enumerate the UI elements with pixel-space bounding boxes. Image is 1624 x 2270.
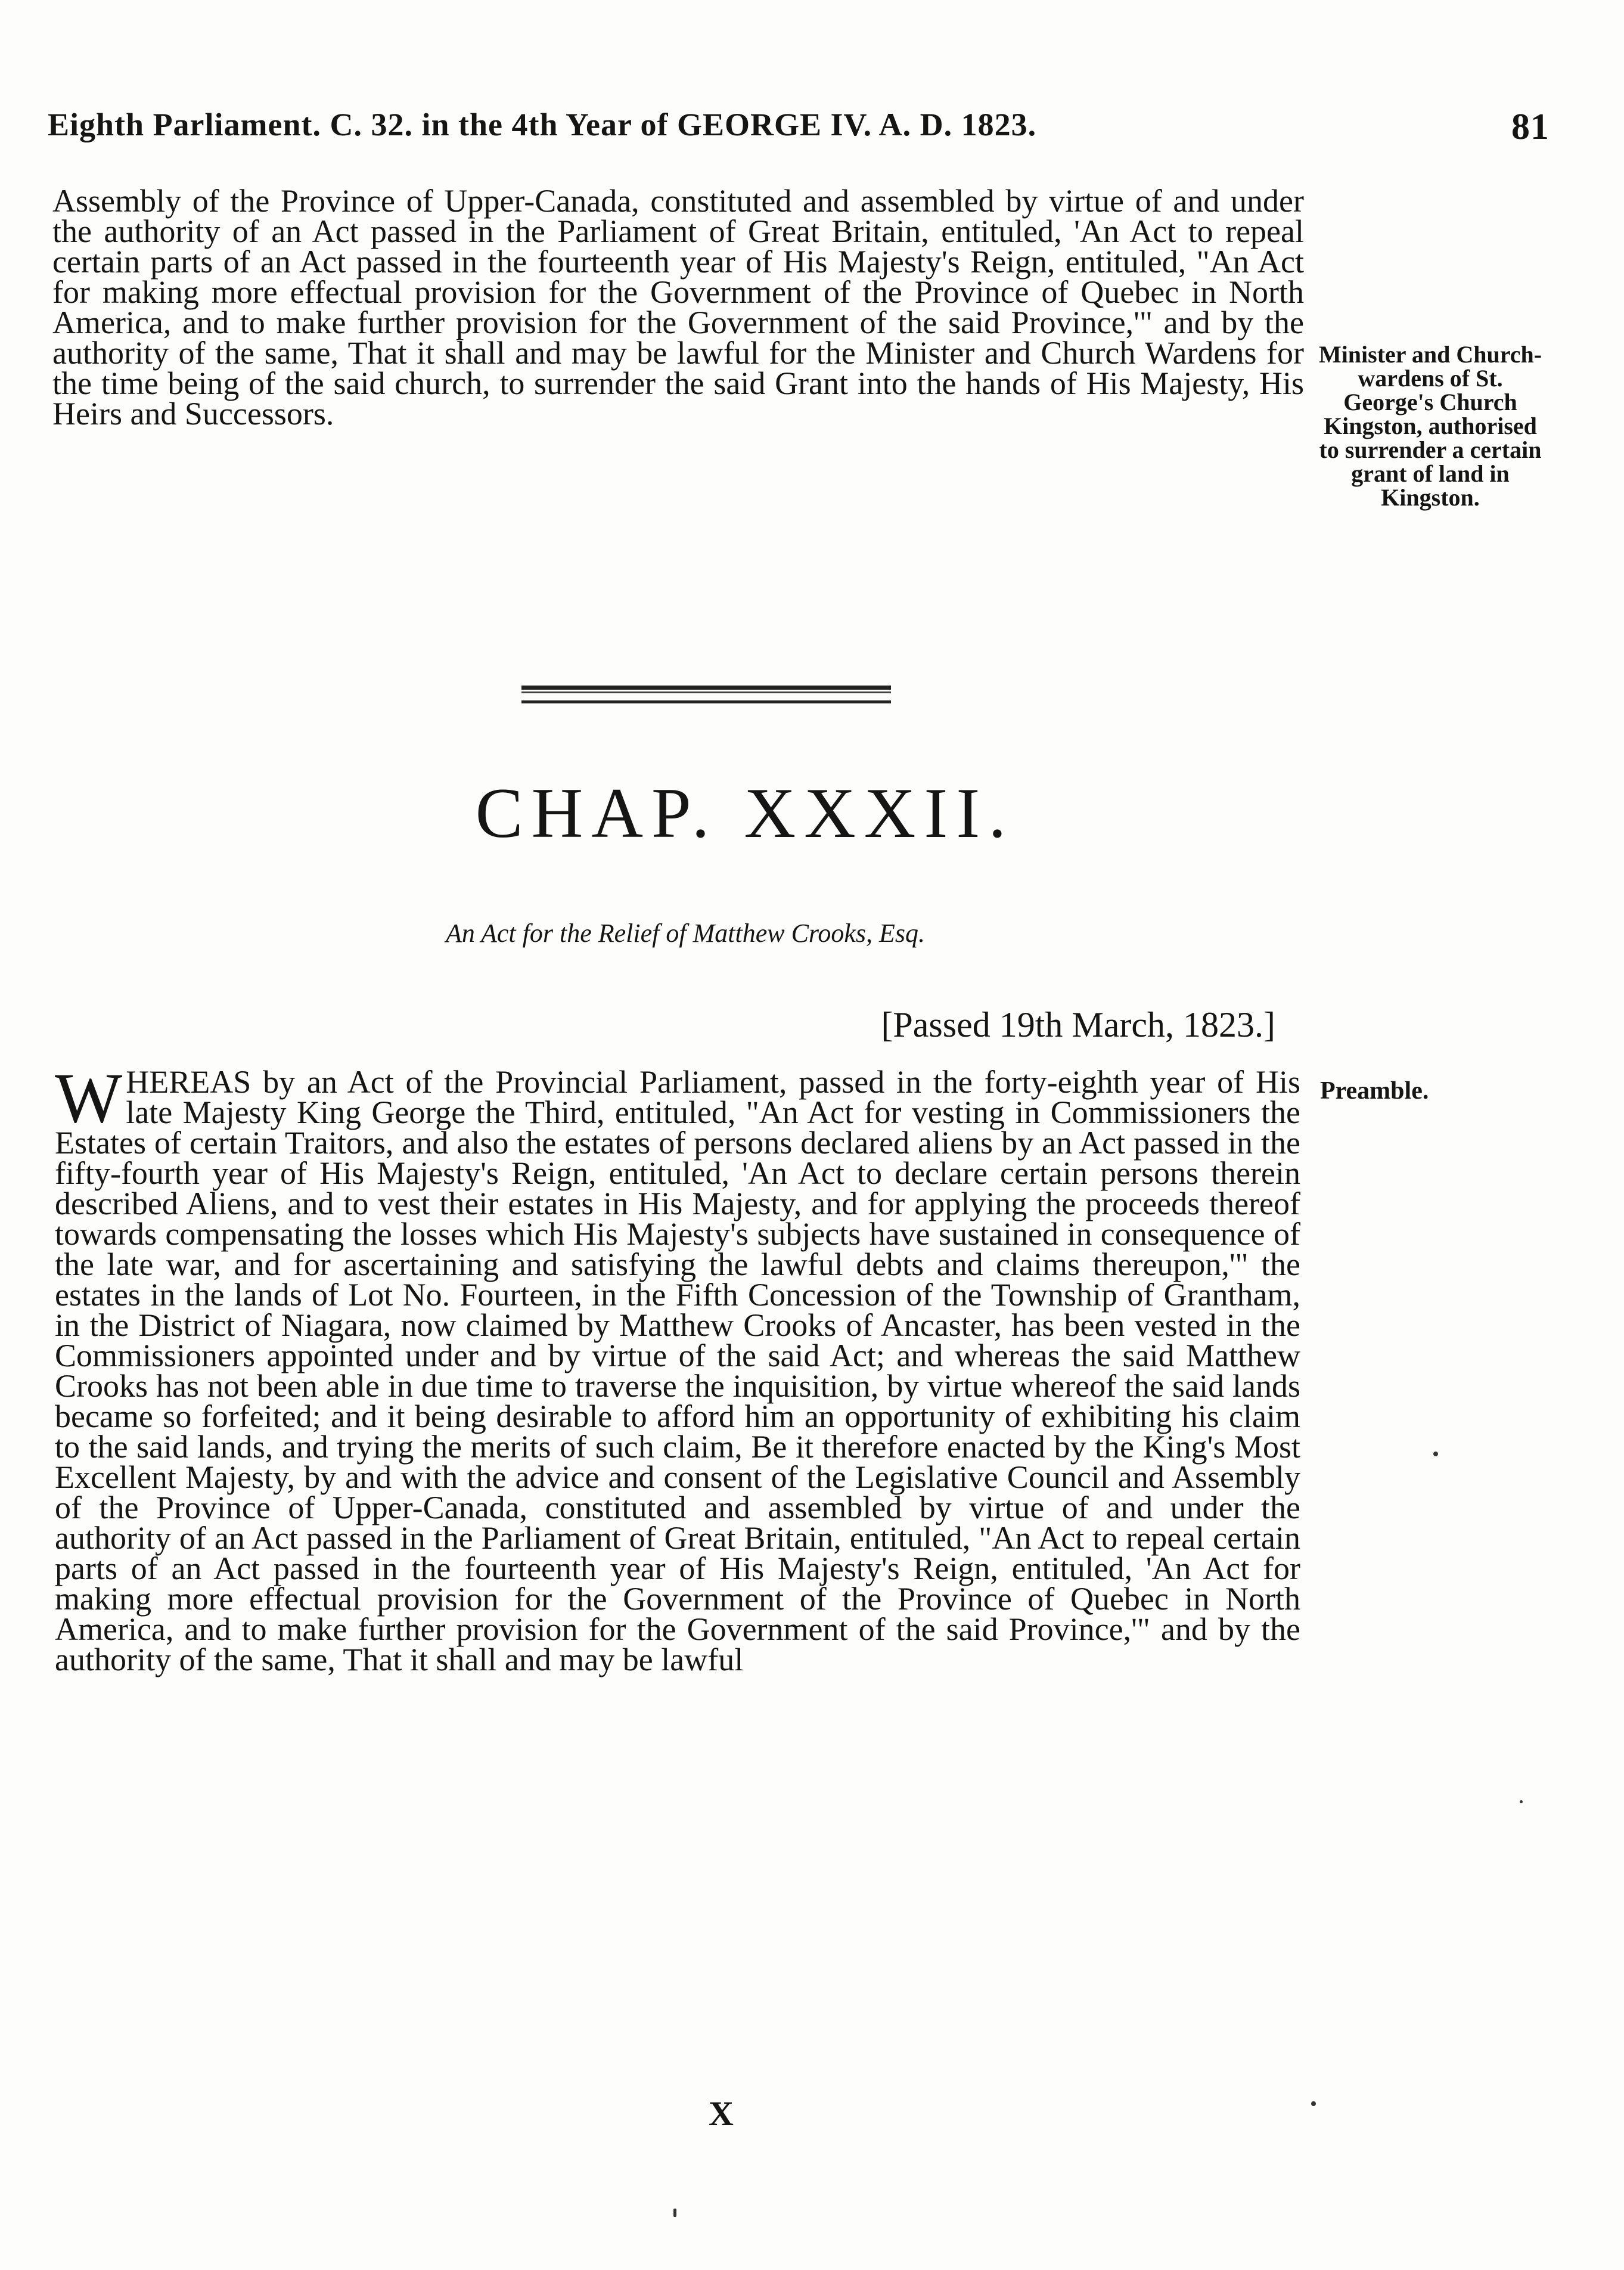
top-paragraph-block: [52, 183, 1304, 432]
ink-speck: [1311, 2101, 1316, 2106]
ink-speck: [1520, 1800, 1523, 1803]
running-head-title: Eighth Parliament. C. 32. in the 4th Year of GEORGE IV. A. D. 1823.: [48, 107, 1037, 142]
page-number: 81: [1511, 107, 1550, 147]
margin-note-minister: Minister and Church-wardens of St. George's Church Kingston, authorised to surrender a certain grant of land in Kingston.: [1318, 341, 1542, 511]
running-head: [48, 106, 1550, 154]
catchword: X: [709, 2094, 734, 2133]
main-paragraph-block: [55, 1058, 1300, 1677]
chapter-heading: CHAP. XXXII.: [475, 773, 1015, 852]
margin-note-preamble: Preamble.: [1320, 1077, 1429, 1105]
ink-speck: [673, 2209, 676, 2217]
passed-date: [Passed 19th March, 1823.]: [881, 1005, 1275, 1044]
main-paragraph: HEREAS by an Act of the Provincial Parliament, passed in the forty-eighth year of His late Majesty King George the Third, entituled, "An Act for vesting in Commissioners the Estates of certain Traitors, and also the estates of persons declared aliens by an Act passed in the fifty-fourth year of His Majesty's Reign, entituled, 'An Act to declare certain persons therein described Aliens, and to vest their estates in His Majesty, and for applying the proceeds thereof towards compensating the losses which His Majesty's subjects have sustained in consequence of the late war, and for ascertaining and satisfying the lawful debts and claims thereupon,'" the estates in the lands of Lot No. Fourteen, in the Fifth Concession of the Township of Grantham, in the District of Niagara, now claimed by Matthew Crooks of Ancaster, has been vested in the Commissioners appointed under and by virtue of the said Act; and whereas the said Matthew Crooks has not been able in due time to traverse the inquisition, by virtue whereof the said lands became so forfeited; and it being desirable to afford him an opportunity of exhibiting his claim to the said lands, and trying the merits of such claim, Be it therefore enacted by the King's Most Excellent Majesty, by and with the advice and consent of the Legislative Council and Assembly of the Province of Upper-Canada, constituted and assembled by virtue of and under the authority of an Act passed in the Parliament of Great Britain, entituled, "An Act to repeal certain parts of an Act passed in the fourteenth year of His Majesty's Reign, entituled, 'An Act for making more effectual provision for the Government of the Province of Quebec in North America, and to make further provision for the Government of the said Province,'" and by the authority of the same, That it shall and may be lawful: [55, 1064, 1300, 1677]
drop-cap: W: [55, 1058, 123, 1137]
act-title: An Act for the Relief of Matthew Crooks, Esq.: [445, 919, 926, 948]
chapter-separator-rule: [521, 686, 891, 703]
top-paragraph: Assembly of the Province of Upper-Canada, constituted and assembled by virtue of and under the authority of an Act passed in the Parliament of Great Britain, entituled, 'An Act to repeal certain parts of an Act passed in the fourteenth year of His Majesty's Reign, entituled, "An Act for making more effectual provision for the Government of the Province of Quebec in North America, and to make further provision for the Government of the said Province,'" and by the authority of the same, That it shall and may be lawful for the Minister and Church Wardens for the time being of the said church, to surrender the said Grant into the hands of His Majesty, His Heirs and Successors.: [52, 183, 1304, 432]
ink-speck: [1433, 1452, 1438, 1456]
